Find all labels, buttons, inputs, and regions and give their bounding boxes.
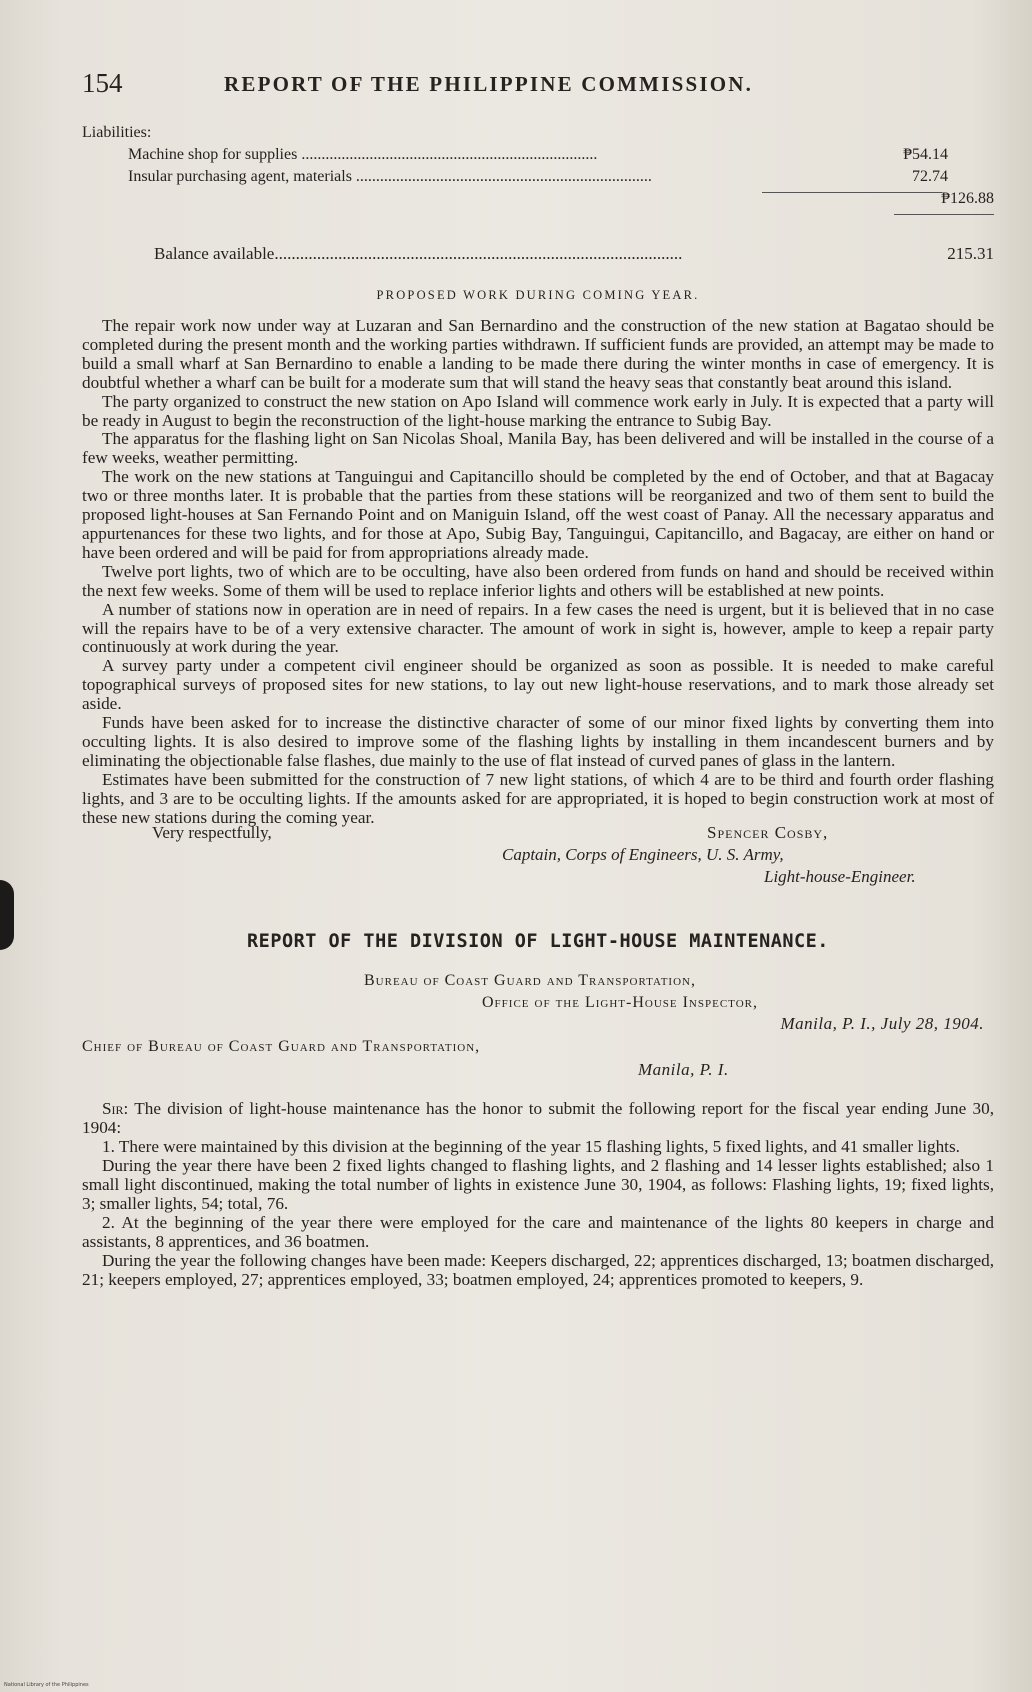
liability-amount: ₱54.14 [903,146,948,163]
dateline: Manila, P. I., July 28, 1904. [780,1014,984,1034]
leader-dots: Balance available................................................................................................ [154,244,683,263]
recipient-line: Chief of Bureau of Coast Guard and Transportation, [82,1038,481,1056]
binding-mark [0,880,14,950]
signer-title: Light-house-Engineer. [764,867,916,887]
report-heading: REPORT OF THE DIVISION OF LIGHT-HOUSE MAINTENANCE. [247,931,829,953]
paragraph [82,1100,994,1138]
letter-body [82,1100,994,1289]
liabilities-block [82,106,994,280]
paragraph: Funds have been asked for to increase the distinctive character of some of our minor fixed lights by converting them into occulting lights. It is also desired to improve some of the flashing lights by installing in them incandescent burners and by eliminating the objectionable false flashes, due mainly to the use of flat instead of curved panes of glass in the lantern. [82,713,994,770]
paragraph: During the year there have been 2 fixed lights changed to flashing lights, and 2 flashing and 14 lesser lights established; also 1 small light discontinued, making the total number of lights in existence June 30, 1904, as follows: Flashing lights, 19; fixed lights, 3; smaller lights, 54; total, 76. [82,1156,994,1213]
sender-line: Bureau of Coast Guard and Transportation, [364,972,696,990]
leader-dots: Insular purchasing agent, materials .......................................................................... [128,168,652,185]
sender-line: Office of the Light-House Inspector, [482,994,758,1012]
liabilities-total: ₱126.88 [941,190,994,207]
salutation: Sir: [102,1099,129,1119]
running-title: REPORT OF THE PHILIPPINE COMMISSION. [224,72,754,96]
leader-dots: Machine shop for supplies .......................................................................... [128,146,598,163]
page-number: 154 [82,68,123,98]
paragraph: The repair work now under way at Luzaran and San Bernardino and the construction of the new station at Bagatao should be completed during the present month and the working parties withdrawn. If sufficient funds are provided, an attempt may be made to build a small wharf at San Bernardino to enable a landing to be made there during the winter months in case of emergency. It is doubtful whether a wharf can be built for a moderate sum that will stand the heavy seas that constantly beat around this island. [82,316,994,392]
paragraph: The apparatus for the flashing light on San Nicolas Shoal, Manila Bay, has been delivered and will be installed in the course of a few weeks, weather permitting. [82,429,994,468]
balance-amount: 215.31 [947,244,994,263]
paragraph: A number of stations now in operation are in need of repairs. In a few cases the need is urgent, but it is believed that in no case will the repairs have to be of a very extensive character. The amount of work in sight is, however, ample to keep a repair party continuously at work during the year. [82,599,994,657]
body-paragraphs [82,317,994,827]
sum-rule [762,192,942,193]
closing-block [82,823,994,905]
paragraph: A survey party under a competent civil engineer should be organized as soon as possible. It is needed to make careful topographical surveys of proposed sites for new stations, to lay out new light-house reservations, and to mark those already set aside. [82,656,994,714]
paragraph: 1. There were maintained by this division at the beginning of the year 15 flashing lights, 5 fixed lights, and 41 smaller lights. [102,1137,960,1157]
liabilities-label: Liabilities: [82,124,152,141]
footer-stamp: National Library of the Philippines [4,1682,89,1688]
liability-name: Machine shop for supplies [128,146,298,163]
sum-rule [894,214,994,215]
balance-label: Balance available [154,244,275,263]
valediction: Very respectfully, [152,823,272,843]
paragraph-text: The division of light-house maintenance has the honor to submit the following report for the fiscal year ending June 30, 1904: [82,1099,994,1138]
recipient-city: Manila, P. I. [638,1060,729,1080]
running-head [82,58,994,106]
signer-name: Spencer Cosby, [707,823,829,843]
paragraph: 2. At the beginning of the year there were employed for the care and maintenance of the lights 80 keepers in charge and assistants, 8 apprentices, and 36 boatmen. [82,1212,994,1251]
page-content [82,58,994,1290]
paragraph: Twelve port lights, two of which are to be occulting, have also been ordered from funds on hand and should be received within the next few weeks. Some of them will be used to replace inferior lights and others will be established at new points. [82,561,994,600]
liability-name: Insular purchasing agent, materials [128,168,352,185]
paragraph: The party organized to construct the new station on Apo Island will commence work early in July. It is expected that a party will be ready in August to begin the reconstruction of the light-house marking the entrance to Subig Bay. [82,391,994,430]
paragraph: During the year the following changes have been made: Keepers discharged, 22; apprentices discharged, 13; boatmen discharged, 21; keepers employed, 27; apprentices employed, 33; boatmen employed, 24; apprentices promoted to keepers, 9. [82,1250,994,1289]
section-heading: PROPOSED WORK DURING COMING YEAR. [376,288,700,302]
liability-amount: 72.74 [912,168,948,185]
signer-title: Captain, Corps of Engineers, U. S. Army, [502,845,784,865]
paragraph: Estimates have been submitted for the construction of 7 new light stations, of which 4 are to be third and fourth order flashing lights, and 3 are to be occulting lights. If the amounts asked for are appropriated, it is hoped to begin construction work at most of these new stations during the coming year. [82,769,994,827]
paragraph: The work on the new stations at Tanguingui and Capitancillo should be completed by the end of October, and that at Bagacay two or three months later. It is probable that the parties from these stations will be reorganized and two of them sent to build the proposed light-houses at San Fernando Point and on Maniguin Island, off the west coast of Panay. All the necessary apparatus and appurtenances for these two lights, and for those at Apo, Subig Bay, Tanguingui, Capitancillo, and Bagacay, are either on hand or have been ordered and will be paid for from appropriations already made. [82,467,994,562]
letter-address [82,972,994,1100]
